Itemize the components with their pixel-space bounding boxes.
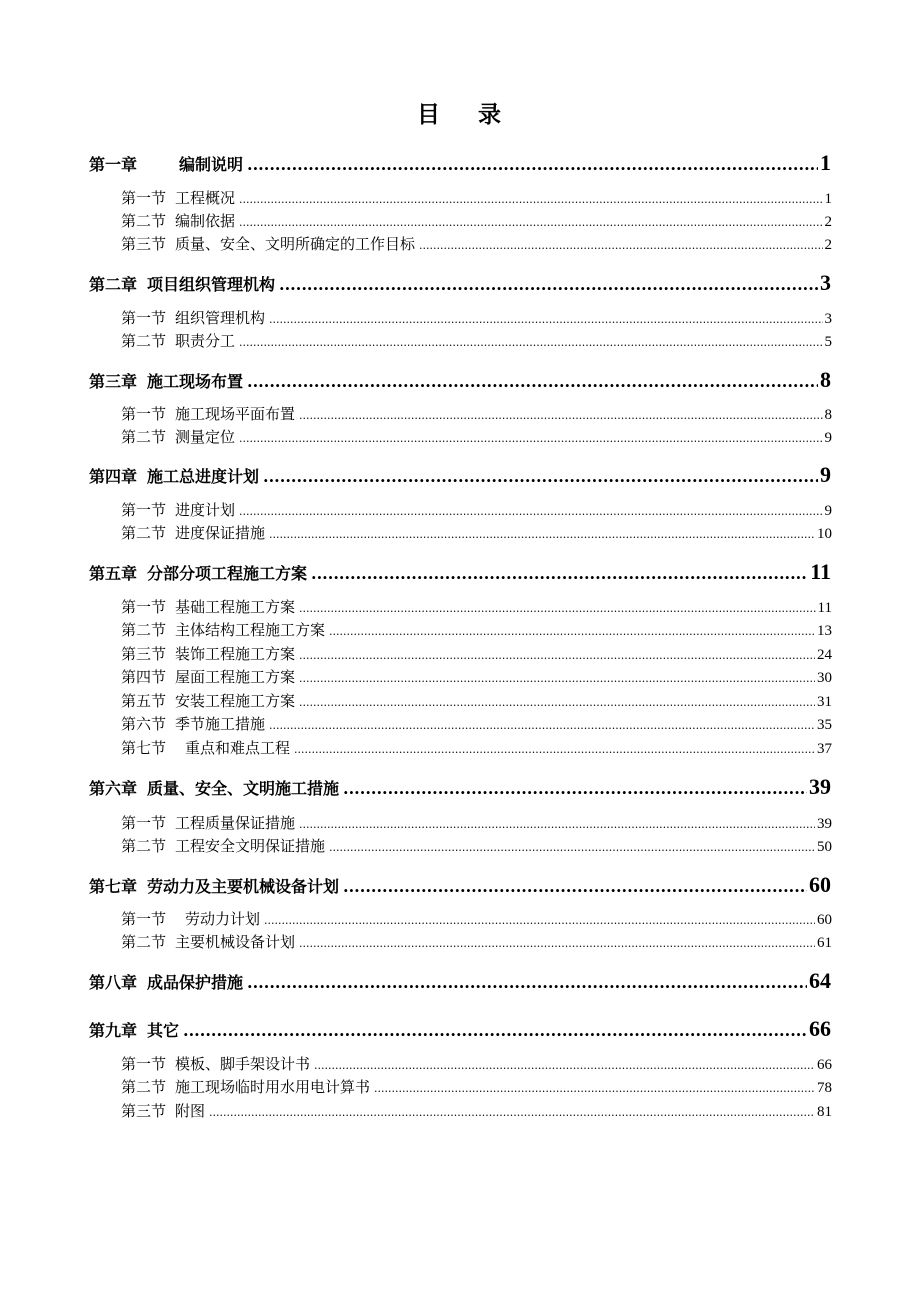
dot-leader: [183, 1021, 807, 1040]
section-title: 进度保证措施: [175, 524, 266, 542]
dot-leader: [247, 372, 818, 391]
toc-section-entry[interactable]: [121, 1076, 832, 1098]
section-title: 质量、安全、文明所确定的工作目标: [175, 235, 416, 253]
dot-leader: [299, 696, 815, 709]
toc-section-entry[interactable]: [121, 713, 832, 735]
chapter-number: 第二章: [89, 275, 138, 294]
dot-leader: [343, 779, 807, 798]
toc-entry-label: [89, 1018, 179, 1041]
page-number: 3: [820, 270, 831, 295]
toc-section-entry[interactable]: [121, 522, 832, 544]
dot-leader: [264, 914, 815, 927]
dot-leader: [279, 275, 818, 294]
dot-leader: [299, 818, 815, 831]
chapter-number: 第七章: [89, 877, 138, 896]
toc-entry-label: [121, 307, 265, 328]
toc-section-entry[interactable]: [121, 426, 832, 448]
page-number: 24: [817, 647, 832, 663]
dot-leader: [247, 155, 818, 174]
dot-leader: [299, 649, 815, 662]
toc-entry-label: [121, 426, 235, 447]
toc-entry-label: [121, 233, 415, 254]
toc-section-entry[interactable]: [121, 210, 832, 232]
chapter-number: 第一章: [89, 155, 138, 174]
page-number: 11: [817, 600, 832, 616]
section-title: 装饰工程施工方案: [175, 645, 296, 663]
chapter-title: 编制说明: [179, 155, 244, 174]
chapter-number: 第五章: [89, 564, 138, 583]
section-title: 安装工程施工方案: [175, 692, 296, 710]
section-title: 工程安全文明保证措施: [175, 837, 326, 855]
toc-entry-label: [121, 330, 235, 351]
page-number: 39: [817, 816, 832, 832]
toc-entry-label: [121, 908, 260, 929]
toc-section-entry[interactable]: [121, 233, 832, 255]
page-title: 目 录: [416, 102, 503, 128]
section-number: 第一节: [121, 814, 167, 832]
toc-entry-label: [121, 931, 295, 952]
section-number: 第一节: [121, 309, 167, 327]
page-number: 61: [817, 935, 832, 951]
section-number: 第一节: [121, 501, 167, 519]
page-number: 50: [817, 839, 832, 855]
toc-section-entry[interactable]: [121, 908, 832, 930]
section-title: 主体结构工程施工方案: [175, 621, 326, 639]
section-number: 第一节: [121, 598, 167, 616]
section-number: 第六节: [121, 715, 167, 733]
toc-chapter-entry[interactable]: [89, 270, 831, 298]
chapter-number: 第三章: [89, 372, 138, 391]
chapter-title: 成品保护措施: [147, 973, 244, 992]
dot-leader: [263, 467, 818, 486]
toc-section-entry[interactable]: [121, 737, 832, 759]
page-number: 9: [820, 462, 831, 487]
dot-leader: [343, 877, 807, 896]
chapter-title: 施工总进度计划: [147, 467, 260, 486]
toc-section-entry[interactable]: [121, 330, 832, 352]
toc-chapter-entry[interactable]: [89, 367, 831, 395]
page-number: 11: [810, 559, 831, 584]
page-number: 13: [817, 623, 832, 639]
toc-section-entry[interactable]: [121, 499, 832, 521]
section-number: 第二节: [121, 428, 167, 446]
section-title: 施工现场平面布置: [175, 405, 296, 423]
page-number: 60: [809, 872, 831, 897]
section-number: 第三节: [121, 1102, 167, 1120]
toc-section-entry[interactable]: [121, 643, 832, 665]
chapter-title: 施工现场布置: [147, 372, 244, 391]
chapter-title: 质量、安全、文明施工措施: [147, 779, 340, 798]
page-number: 78: [817, 1080, 832, 1096]
section-title: 屋面工程施工方案: [175, 668, 296, 686]
toc-entry-label: [121, 403, 295, 424]
section-number: 第二节: [121, 212, 167, 230]
toc-entry-label: [121, 835, 325, 856]
toc-entry-label: [89, 272, 275, 295]
toc-section-entry[interactable]: [121, 187, 832, 209]
toc-entry-label: [121, 666, 295, 687]
page-number: 31: [817, 694, 832, 710]
page-number: 5: [824, 334, 832, 350]
toc-entry-label: [121, 1076, 370, 1097]
section-number: 第三节: [121, 235, 167, 253]
dot-leader: [269, 313, 822, 326]
section-title: 施工现场临时用水用电计算书: [175, 1078, 371, 1096]
chapter-title: 分部分项工程施工方案: [147, 564, 308, 583]
page-number: 66: [809, 1016, 831, 1041]
toc-section-entry[interactable]: [121, 619, 832, 641]
toc-entry-label: [121, 737, 290, 758]
section-number: 第五节: [121, 692, 167, 710]
dot-leader: [329, 625, 815, 638]
chapter-title: 劳动力及主要机械设备计划: [147, 877, 340, 896]
toc-entry-label: [121, 1100, 205, 1121]
toc-section-entry[interactable]: [121, 1100, 832, 1122]
toc-entry-label: [121, 643, 295, 664]
page-number: 1: [824, 191, 832, 207]
page-number: 35: [817, 717, 832, 733]
page-number: 8: [824, 407, 832, 423]
toc-chapter-entry[interactable]: [89, 559, 831, 587]
page-number: 66: [817, 1057, 832, 1073]
dot-leader: [299, 937, 815, 950]
toc-entry-label: [121, 596, 295, 617]
dot-leader: [314, 1059, 815, 1072]
toc-entry-label: [121, 187, 235, 208]
dot-leader: [299, 409, 822, 422]
section-title: 测量定位: [175, 428, 236, 446]
dot-leader: [374, 1082, 815, 1095]
toc-section-entry[interactable]: [121, 931, 832, 953]
dot-leader: [299, 602, 816, 615]
dot-leader: [247, 973, 807, 992]
toc-entry-label: [89, 369, 243, 392]
section-title: 工程质量保证措施: [175, 814, 296, 832]
toc-section-entry[interactable]: [121, 1053, 832, 1075]
page-number: 3: [824, 311, 832, 327]
section-number: 第一节: [121, 910, 167, 928]
section-number: 第二节: [121, 524, 167, 542]
toc-chapter-entry[interactable]: [89, 150, 831, 178]
toc-entry-label: [89, 874, 339, 897]
toc-section-entry[interactable]: [121, 307, 832, 329]
toc-section-entry[interactable]: [121, 690, 832, 712]
page-number: 8: [820, 367, 831, 392]
page-number: 1: [820, 150, 831, 175]
dot-leader: [239, 336, 822, 349]
chapter-title: 其它: [147, 1021, 180, 1040]
page-number: 60: [817, 912, 832, 928]
section-number: 第二节: [121, 332, 167, 350]
section-title: 模板、脚手架设计书: [175, 1055, 311, 1073]
page-number: 37: [817, 741, 832, 757]
toc-entry-label: [89, 776, 339, 799]
dot-leader: [419, 239, 822, 252]
dot-leader: [239, 505, 822, 518]
section-title: 劳动力计划: [185, 910, 261, 928]
toc-entry-label: [121, 713, 265, 734]
toc-section-entry[interactable]: [121, 835, 832, 857]
chapter-number: 第八章: [89, 973, 138, 992]
toc-entry-label: [121, 210, 235, 231]
page-number: 9: [824, 503, 832, 519]
toc-entry-label: [121, 812, 295, 833]
dot-leader: [311, 564, 808, 583]
toc-entry-label: [89, 561, 307, 584]
dot-leader: [294, 743, 815, 756]
toc-entry-label: [121, 499, 235, 520]
page-number: 10: [817, 526, 832, 542]
toc-entry-label: [121, 619, 325, 640]
section-title: 季节施工措施: [175, 715, 266, 733]
section-number: 第二节: [121, 621, 167, 639]
toc-entry-label: [89, 152, 243, 175]
toc-chapter-entry[interactable]: [89, 1016, 831, 1044]
section-number: 第二节: [121, 1078, 167, 1096]
toc-entry-label: [121, 522, 265, 543]
toc-entry-label: [121, 690, 295, 711]
dot-leader: [269, 528, 815, 541]
section-title: 组织管理机构: [175, 309, 266, 327]
section-title: 职责分工: [175, 332, 236, 350]
toc-entry-label: [121, 1053, 310, 1074]
section-number: 第二节: [121, 933, 167, 951]
section-number: 第七节: [121, 739, 167, 757]
section-title: 编制依据: [175, 212, 236, 230]
section-number: 第一节: [121, 405, 167, 423]
toc-entry-label: [89, 970, 243, 993]
dot-leader: [239, 216, 822, 229]
page-number: 2: [824, 237, 832, 253]
section-number: 第三节: [121, 645, 167, 663]
toc-chapter-entry[interactable]: [89, 774, 831, 802]
toc-section-entry[interactable]: [121, 812, 832, 834]
toc-chapter-entry[interactable]: [89, 968, 831, 996]
section-number: 第二节: [121, 837, 167, 855]
section-title: 工程概况: [175, 189, 236, 207]
dot-leader: [329, 841, 815, 854]
page-number: 81: [817, 1104, 832, 1120]
toc-section-entry[interactable]: [121, 596, 832, 618]
dot-leader: [239, 432, 822, 445]
dot-leader: [209, 1106, 815, 1119]
chapter-title: 项目组织管理机构: [147, 275, 276, 294]
section-title: 进度计划: [175, 501, 236, 519]
page-number: 2: [824, 214, 832, 230]
section-title: 重点和难点工程: [185, 739, 291, 757]
toc-section-entry[interactable]: [121, 403, 832, 425]
section-number: 第一节: [121, 189, 167, 207]
chapter-number: 第九章: [89, 1021, 138, 1040]
section-title: 主要机械设备计划: [175, 933, 296, 951]
toc-chapter-entry[interactable]: [89, 872, 831, 900]
section-number: 第一节: [121, 1055, 167, 1073]
page-number: 64: [809, 968, 831, 993]
dot-leader: [269, 719, 815, 732]
section-title: 基础工程施工方案: [175, 598, 296, 616]
toc-section-entry[interactable]: [121, 666, 832, 688]
chapter-number: 第六章: [89, 779, 138, 798]
page-number: 30: [817, 670, 832, 686]
dot-leader: [239, 193, 822, 206]
toc-entry-label: [89, 464, 259, 487]
chapter-number: 第四章: [89, 467, 138, 486]
page-number: 9: [824, 430, 832, 446]
toc-chapter-entry[interactable]: [89, 462, 831, 490]
section-title: 附图: [175, 1102, 206, 1120]
dot-leader: [299, 672, 815, 685]
page-number: 39: [809, 774, 831, 799]
section-number: 第四节: [121, 668, 167, 686]
